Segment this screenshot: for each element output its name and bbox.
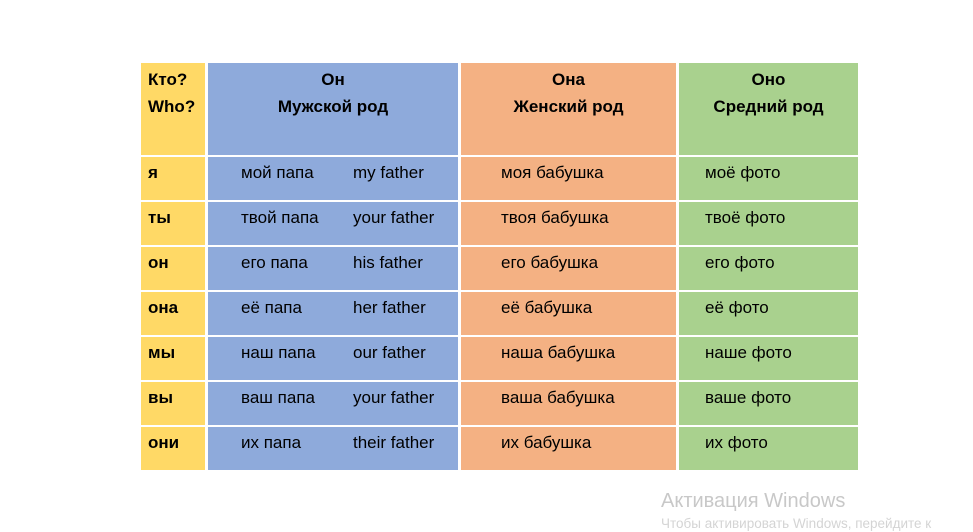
feminine-cell bbox=[461, 427, 676, 470]
feminine-phrase: её бабушка bbox=[501, 298, 593, 317]
masculine-cell bbox=[208, 247, 458, 290]
masculine-english-phrase: my father bbox=[353, 163, 424, 182]
feminine-phrase: твоя бабушка bbox=[501, 208, 609, 227]
masculine-english-phrase: your father bbox=[353, 388, 435, 407]
masculine-russian-phrase: его папа bbox=[241, 253, 308, 272]
pronoun-label: они bbox=[148, 433, 180, 452]
masculine-russian-phrase: её папа bbox=[241, 298, 302, 317]
header-neuter-line2: Средний род bbox=[713, 97, 824, 116]
masculine-cell bbox=[208, 292, 458, 335]
feminine-phrase: его бабушка bbox=[501, 253, 599, 272]
neuter-phrase: твоё фото bbox=[705, 208, 786, 227]
masculine-russian-phrase: ваш папа bbox=[241, 388, 315, 407]
pronoun-cell bbox=[141, 157, 205, 200]
pronoun-cell bbox=[141, 292, 205, 335]
masculine-cell bbox=[208, 202, 458, 245]
feminine-phrase: ваша бабушка bbox=[501, 388, 615, 407]
masculine-russian-phrase: твой папа bbox=[241, 208, 319, 227]
masculine-english-phrase: your father bbox=[353, 208, 435, 227]
neuter-cell bbox=[679, 337, 858, 380]
neuter-phrase: их фото bbox=[705, 433, 768, 452]
feminine-cell bbox=[461, 337, 676, 380]
header-cell-who bbox=[141, 63, 205, 155]
feminine-cell bbox=[461, 157, 676, 200]
pronoun-cell bbox=[141, 337, 205, 380]
neuter-cell bbox=[679, 247, 858, 290]
watermark-subtitle: Чтобы активировать Windows, перейдите к bbox=[661, 516, 932, 531]
neuter-cell bbox=[679, 157, 858, 200]
pronoun-gender-table bbox=[141, 63, 858, 470]
neuter-phrase: моё фото bbox=[705, 163, 781, 182]
masculine-russian-phrase: мой папа bbox=[241, 163, 314, 182]
pronoun-cell bbox=[141, 202, 205, 245]
neuter-phrase: ваше фото bbox=[705, 388, 792, 407]
masculine-russian-phrase: их папа bbox=[241, 433, 302, 452]
pronoun-label: она bbox=[148, 298, 179, 317]
masculine-cell bbox=[208, 337, 458, 380]
watermark-title: Активация Windows bbox=[661, 490, 846, 512]
masculine-russian-phrase: наш папа bbox=[241, 343, 316, 362]
header-feminine-line2: Женский род bbox=[513, 97, 624, 116]
pronoun-label: ты bbox=[148, 208, 171, 227]
pronoun-label: я bbox=[148, 163, 158, 182]
header-masculine-line1: Он bbox=[321, 70, 345, 89]
neuter-phrase: его фото bbox=[705, 253, 775, 272]
masculine-cell bbox=[208, 382, 458, 425]
feminine-cell bbox=[461, 202, 676, 245]
neuter-cell bbox=[679, 292, 858, 335]
header-masculine-line2: Мужской род bbox=[277, 97, 389, 116]
pronoun-label: вы bbox=[148, 388, 173, 407]
windows-activation-watermark bbox=[661, 489, 931, 532]
masculine-english-phrase: her father bbox=[353, 298, 426, 317]
masculine-english-phrase: his father bbox=[353, 253, 423, 272]
header-cell-neuter bbox=[679, 63, 858, 155]
pronoun-cell bbox=[141, 427, 205, 470]
feminine-cell bbox=[461, 382, 676, 425]
feminine-phrase: наша бабушка bbox=[501, 343, 616, 362]
header-neuter-line1: Оно bbox=[751, 70, 786, 89]
feminine-cell bbox=[461, 292, 676, 335]
pronoun-label: мы bbox=[148, 343, 176, 362]
neuter-phrase: наше фото bbox=[705, 343, 792, 362]
neuter-phrase: её фото bbox=[705, 298, 769, 317]
pronoun-cell bbox=[141, 382, 205, 425]
pronoun-label: он bbox=[148, 253, 169, 272]
masculine-cell bbox=[208, 427, 458, 470]
header-feminine-line1: Она bbox=[552, 70, 585, 89]
feminine-phrase: моя бабушка bbox=[501, 163, 604, 182]
pronoun-cell bbox=[141, 247, 205, 290]
masculine-english-phrase: their father bbox=[353, 433, 435, 452]
masculine-english-phrase: our father bbox=[353, 343, 426, 362]
header-cell-masculine bbox=[208, 63, 458, 155]
header-who-line2: Who? bbox=[148, 97, 196, 116]
neuter-cell bbox=[679, 382, 858, 425]
neuter-cell bbox=[679, 202, 858, 245]
neuter-cell bbox=[679, 427, 858, 470]
feminine-cell bbox=[461, 247, 676, 290]
feminine-phrase: их бабушка bbox=[501, 433, 592, 452]
masculine-cell bbox=[208, 157, 458, 200]
header-who-line1: Кто? bbox=[148, 70, 188, 89]
header-cell-feminine bbox=[461, 63, 676, 155]
